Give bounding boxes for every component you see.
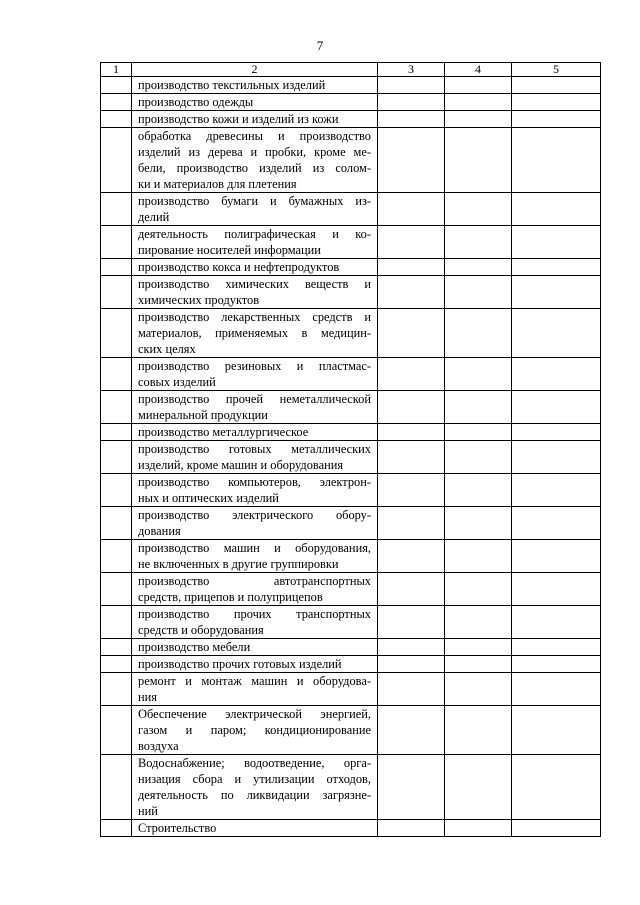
value-cell-col-4 [445,77,512,94]
value-cell-col-5 [512,573,601,606]
activity-label-line: производство резиновых и пластмас- [138,359,371,373]
row-number-cell [101,309,132,358]
activity-label-cell [132,226,378,259]
value-cell-col-4 [445,276,512,309]
value-cell-col-4 [445,441,512,474]
value-cell-col-3 [378,639,445,656]
row-number-cell [101,128,132,193]
value-cell-col-4 [445,820,512,837]
activity-label-line: средств и оборудования [138,623,264,637]
value-cell-col-5 [512,259,601,276]
table-row [101,606,601,639]
activity-label-line: производство кожи и изделий из кожи [138,112,339,126]
activity-label-cell [132,755,378,820]
value-cell-col-5 [512,391,601,424]
activity-label-line: производство прочей неметаллической [138,392,371,406]
value-cell-col-5 [512,441,601,474]
value-cell-col-3 [378,94,445,111]
activity-label-cell [132,606,378,639]
value-cell-col-4 [445,111,512,128]
table-row [101,94,601,111]
activity-label-line: ний [138,804,158,818]
value-cell-col-3 [378,276,445,309]
table-row [101,755,601,820]
value-cell-col-3 [378,77,445,94]
table-row [101,259,601,276]
activity-label-cell [132,309,378,358]
header-col-2: 2 [132,63,378,77]
value-cell-col-5 [512,540,601,573]
value-cell-col-3 [378,820,445,837]
activity-label-line: химических продуктов [138,293,260,307]
value-cell-col-4 [445,755,512,820]
activity-label-line: производство химических веществ и [138,277,371,291]
value-cell-col-5 [512,656,601,673]
activity-label-cell [132,391,378,424]
value-cell-col-4 [445,391,512,424]
table-row [101,673,601,706]
activity-label-line: совых изделий [138,375,216,389]
value-cell-col-5 [512,111,601,128]
activity-label-line: ки и материалов для плетения [138,177,297,191]
value-cell-col-3 [378,606,445,639]
value-cell-col-3 [378,540,445,573]
table-row [101,656,601,673]
value-cell-col-5 [512,128,601,193]
row-number-cell [101,259,132,276]
value-cell-col-5 [512,276,601,309]
value-cell-col-3 [378,193,445,226]
activity-label-line: бели, производство изделий из солом- [138,161,371,175]
activity-label-line: производство компьютеров, электрон- [138,475,371,489]
activity-label-cell [132,656,378,673]
row-number-cell [101,755,132,820]
row-number-cell [101,656,132,673]
table-row [101,424,601,441]
activity-label-line: ния [138,690,157,704]
value-cell-col-4 [445,94,512,111]
value-cell-col-5 [512,820,601,837]
value-cell-col-4 [445,193,512,226]
table-row [101,226,601,259]
page-number: 7 [316,38,324,53]
value-cell-col-4 [445,128,512,193]
row-number-cell [101,226,132,259]
activity-label-line: материалов, применяемых в медицин- [138,326,371,340]
activity-label-line: производство машин и оборудования, [138,541,371,555]
activity-label-line: Строительство [138,821,217,835]
activity-label-line: дования [138,524,181,538]
activity-label-line: Водоснабжение; водоотведение, орга- [138,756,371,770]
table-row [101,193,601,226]
activity-label-line: изделий из дерева и пробки, кроме ме- [138,145,371,159]
activity-label-line: производство лекарственных средств и [138,310,371,324]
activity-label-line: производство бумаги и бумажных из- [138,194,371,208]
value-cell-col-5 [512,358,601,391]
activity-label-cell [132,474,378,507]
value-cell-col-3 [378,309,445,358]
row-number-cell [101,573,132,606]
activity-label-line: минеральной продукции [138,408,268,422]
activity-label-line: производство мебели [138,640,251,654]
value-cell-col-4 [445,226,512,259]
value-cell-col-4 [445,673,512,706]
table-row [101,358,601,391]
value-cell-col-4 [445,424,512,441]
row-number-cell [101,673,132,706]
row-number-cell [101,820,132,837]
value-cell-col-4 [445,639,512,656]
activity-label-line: низация сбора и утилизации отходов, [138,772,371,786]
header-col-3: 3 [378,63,445,77]
value-cell-col-3 [378,259,445,276]
value-cell-col-5 [512,507,601,540]
activity-label-line: воздуха [138,739,179,753]
value-cell-col-4 [445,573,512,606]
activity-label-line: производство электрического обору- [138,508,371,522]
row-number-cell [101,441,132,474]
activity-label-line: производство одежды [138,95,254,109]
activity-label-line: производство готовых металлических [138,442,371,456]
value-cell-col-5 [512,474,601,507]
activity-label-line: производство автотранспортных [138,574,371,588]
activity-label-cell [132,276,378,309]
header-col-4: 4 [445,63,512,77]
value-cell-col-5 [512,673,601,706]
value-cell-col-3 [378,673,445,706]
value-cell-col-4 [445,606,512,639]
activity-label-line: ских целях [138,342,196,356]
value-cell-col-3 [378,111,445,128]
activity-label-line: производство текстильных изделий [138,78,326,92]
activity-label-line: Обеспечение электрической энергией, [138,707,371,721]
value-cell-col-5 [512,193,601,226]
activity-label-line: делий [138,210,170,224]
table-row [101,309,601,358]
value-cell-col-5 [512,94,601,111]
row-number-cell [101,358,132,391]
activity-label-cell [132,441,378,474]
table-row [101,474,601,507]
value-cell-col-5 [512,226,601,259]
value-cell-col-4 [445,358,512,391]
value-cell-col-3 [378,391,445,424]
activity-label-cell [132,77,378,94]
activity-label-line: не включенных в другие группировки [138,557,339,571]
activity-label-cell [132,259,378,276]
row-number-cell [101,391,132,424]
table-row [101,391,601,424]
activity-table [100,62,601,837]
activity-label-line: производство прочих готовых изделий [138,657,342,671]
row-number-cell [101,540,132,573]
activity-label-cell [132,673,378,706]
row-number-cell [101,94,132,111]
table-row [101,820,601,837]
value-cell-col-3 [378,358,445,391]
value-cell-col-3 [378,441,445,474]
activity-label-cell [132,540,378,573]
activity-label-line: деятельность по ликвидации загрязне- [138,788,371,802]
value-cell-col-3 [378,573,445,606]
activity-label-cell [132,706,378,755]
row-number-cell [101,276,132,309]
value-cell-col-5 [512,755,601,820]
activity-label-line: средств, прицепов и полуприцепов [138,590,323,604]
value-cell-col-4 [445,309,512,358]
header-col-5: 5 [512,63,601,77]
value-cell-col-5 [512,706,601,755]
value-cell-col-4 [445,656,512,673]
row-number-cell [101,77,132,94]
value-cell-col-3 [378,226,445,259]
value-cell-col-5 [512,309,601,358]
value-cell-col-5 [512,424,601,441]
activity-label-line: пирование носителей информации [138,243,321,257]
activity-label-line: обработка древесины и производство [138,129,371,143]
table-row [101,706,601,755]
activity-label-line: производство прочих транспортных [138,607,371,621]
table-row [101,639,601,656]
activity-label-line: ных и оптических изделий [138,491,279,505]
value-cell-col-4 [445,540,512,573]
table-row [101,573,601,606]
activity-label-cell [132,128,378,193]
value-cell-col-5 [512,606,601,639]
value-cell-col-3 [378,424,445,441]
activity-label-cell [132,424,378,441]
value-cell-col-3 [378,656,445,673]
activity-label-line: производство металлургическое [138,425,309,439]
row-number-cell [101,606,132,639]
value-cell-col-5 [512,639,601,656]
value-cell-col-3 [378,706,445,755]
table-row [101,276,601,309]
row-number-cell [101,193,132,226]
row-number-cell [101,424,132,441]
activity-label-line: газом и паром; кондиционирование [138,723,371,737]
value-cell-col-3 [378,474,445,507]
activity-label-cell [132,94,378,111]
activity-label-cell [132,111,378,128]
table-row [101,128,601,193]
header-col-1: 1 [101,63,132,77]
activity-label-line: ремонт и монтаж машин и оборудова- [138,674,371,688]
row-number-cell [101,474,132,507]
activity-label-cell [132,358,378,391]
row-number-cell [101,111,132,128]
table-row [101,507,601,540]
value-cell-col-3 [378,128,445,193]
table-row [101,77,601,94]
value-cell-col-4 [445,706,512,755]
activity-label-cell [132,507,378,540]
value-cell-col-5 [512,77,601,94]
value-cell-col-4 [445,474,512,507]
activity-label-line: производство кокса и нефтепродуктов [138,260,340,274]
value-cell-col-3 [378,755,445,820]
table-row [101,441,601,474]
table-header-row [101,63,601,77]
table-body [101,63,601,837]
row-number-cell [101,507,132,540]
activity-label-cell [132,820,378,837]
value-cell-col-3 [378,507,445,540]
table-row [101,111,601,128]
activity-label-cell [132,573,378,606]
activity-label-cell [132,639,378,656]
activity-label-line: изделий, кроме машин и оборудования [138,458,344,472]
value-cell-col-4 [445,259,512,276]
row-number-cell [101,706,132,755]
activity-label-cell [132,193,378,226]
row-number-cell [101,639,132,656]
table-row [101,540,601,573]
activity-label-line: деятельность полиграфическая и ко- [138,227,371,241]
value-cell-col-4 [445,507,512,540]
